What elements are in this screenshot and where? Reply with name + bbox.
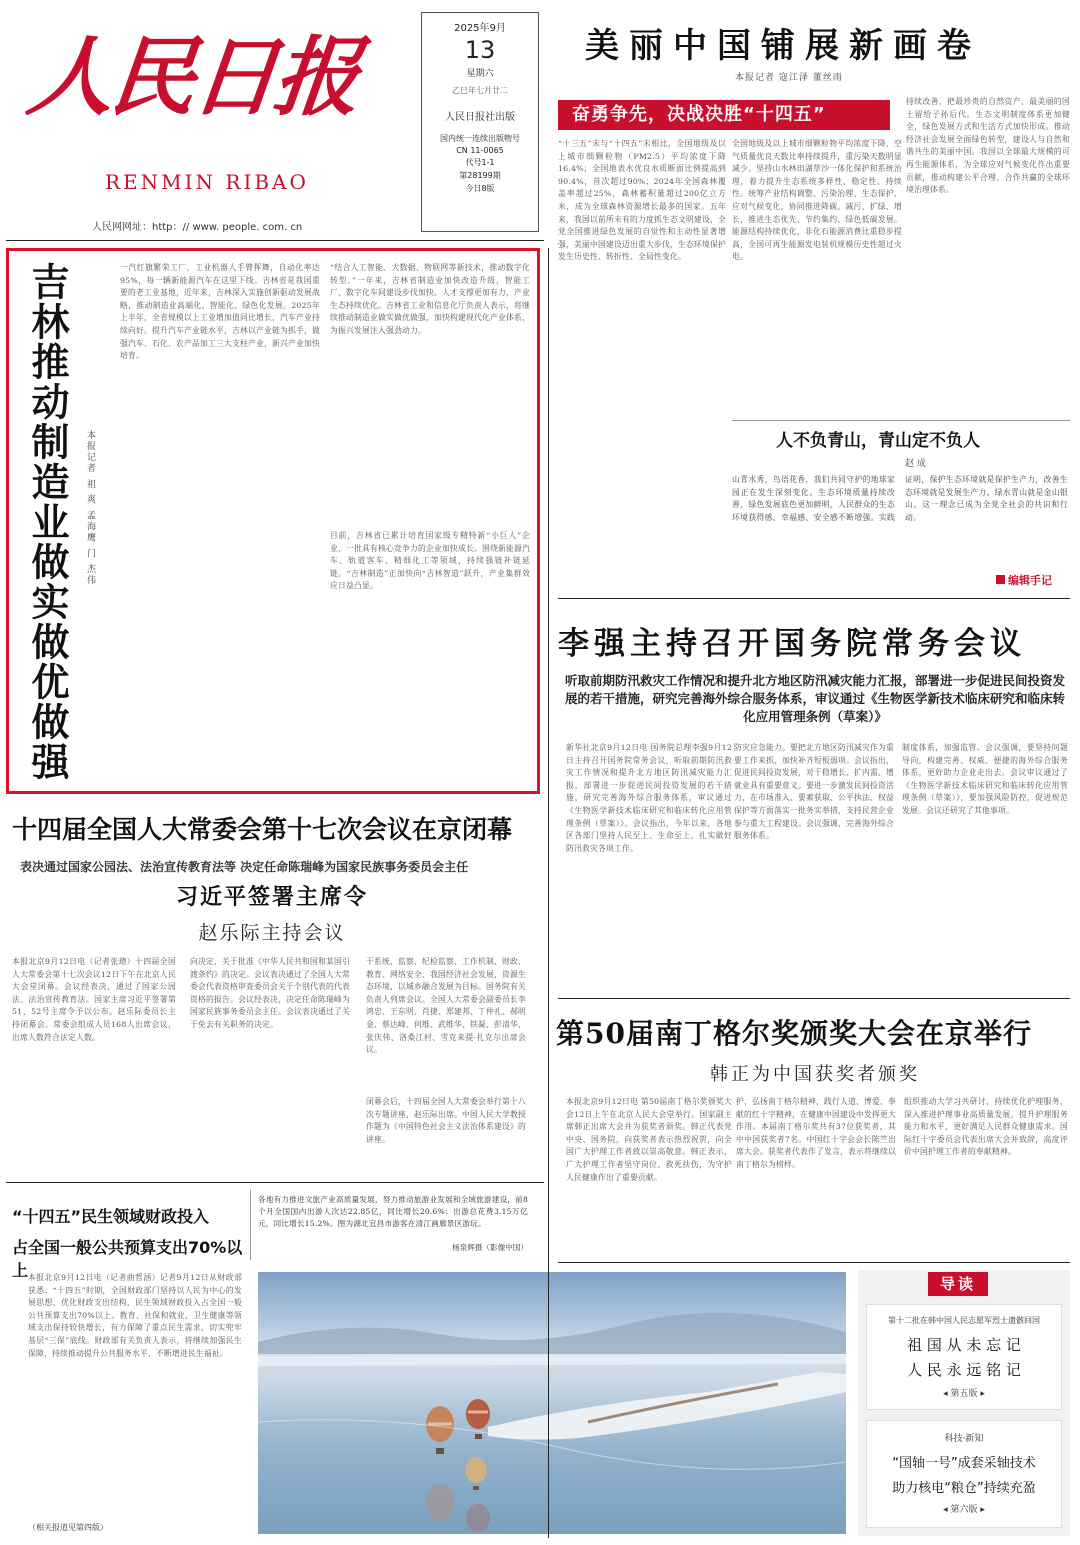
editorial-tag-icon xyxy=(996,575,1005,584)
npc-main-head: 习近平签署主席令 xyxy=(175,885,368,910)
guide-item-1[interactable] xyxy=(866,1304,1062,1410)
gordon-headline: 第50届南丁格尔奖颁奖大会在京举行 xyxy=(556,1017,1032,1050)
logo-text: 人民日报 xyxy=(22,27,362,128)
right-triangle-icon: ▸ xyxy=(980,1505,985,1515)
balloon-3 xyxy=(465,1457,487,1490)
npc-sub-head-2: 赵乐际主持会议 xyxy=(198,922,346,944)
gordon-col-2: 护，弘扬南丁格尔精神，践行人道、博爱、奉献的红十字精神，在健康中国建设中发挥更大作用。本届南丁格尔奖共有37位获奖者，其中中国获奖者7名。中国红十字会会长陈竺出席大会。获奖者代表作了发言，表示将继续以南丁格尔为榜样。 xyxy=(736,1097,896,1169)
council-col-3: 制度体系，加强监管。会议强调，要坚持问题导向，构建完善、权威、便捷的海外综合服务体系，更好助力企业走出去。会议审议通过了《生物医学新技术临床研究和临床转化应用管理条例（草案）》，要加强风险防控，促进规范发展。会议还研究了其他事项。 xyxy=(902,743,1068,815)
photo-caption-credit: 杨泉辉摄（影像中国） xyxy=(452,1243,528,1252)
masthead-website: 人民网网址：http：// www. people. com. cn xyxy=(92,222,303,233)
feature-headline: 美丽中国铺展新画卷 xyxy=(585,26,981,66)
masthead-logo xyxy=(22,8,403,168)
date-year-month: 2025年9月 xyxy=(454,23,506,34)
guide-item-1-kicker: 第十二批在韩中国人民志愿军烈士遗骸回国 xyxy=(888,1316,1040,1325)
jilin-byline: 本报记者 祖 爽 孟海鹰 门 杰伟 xyxy=(85,430,95,587)
guide-item-2-page-label: 第六版 xyxy=(950,1505,978,1515)
gordon-bottom-rule xyxy=(558,1262,1070,1263)
npc-col-1: 本报北京9月12日电（记者张璁）十四届全国人大常委会第十七次会议12日下午在北京人民大会堂闭幕。会议经表决，通过了国家公园法、法治宣传教育法。国家主席习近平签署第51、52号主席令予以公布。赵乐际委员长主持闭幕会。常委会组成人员168人出席会议，出席人数符合法定人数。 xyxy=(12,957,176,1042)
gordon-col-3: 组织推动大学习共研讨，持续优化护理服务，深入推进护理事业高质量发展，提升护理服务能力和水平，更好满足人民群众健康需求。国际红十字委员会代表出席大会并致辞，高度评价中国护理工作者的奉献精神。 xyxy=(904,1097,1068,1157)
feature-col-1: “十三五”末与“十四五”末相比，全国地级及以上城市细颗粒物（PM2.5）平均浓度下降16.4%；全国地表水优良水质断面比例提高到90.4%，首次超过90%；2024年全国森林覆盖率超过25%，森林蓄积量超过200亿立方米，成为全球森林资源增长最多的国家。五年来，我国以前所未有的力度抓生态文明建设，全党全国推进绿色发展的自觉性和主动性显著增强，美丽中国建设迈出重大步伐，生态环境保护发生历史性、转折性、全局性变化。 xyxy=(558,139,726,262)
left-column-divider xyxy=(548,248,549,1538)
council-col-2: 防灾应急能力。要把北方地区防汛减灾作为重要工作来抓，加快补齐短板弱项。会议指出，促进民间投资发展，对于稳增长、扩内需、增就业具有重要意义。要进一步激发民间投资活力，在市场准入、要素获取、公平执法、权益保护等方面落实一批务实举措，支持民营企业参与重大工程建设。会议强调，完善海外综合服务体系。 xyxy=(734,743,894,841)
editorial-author: 赵 成 xyxy=(905,459,926,469)
date-weekday: 星期六 xyxy=(466,69,494,79)
page-count: 今日8版 xyxy=(465,184,495,193)
guide-item-1-page-label: 第五版 xyxy=(950,1389,978,1399)
jilin-col-1: 一汽红旗繁荣工厂，工业机器人手臂挥舞，自动化率达95%，每一辆新能源汽车在这里下线。吉林省是我国重要的老工业基地，近年来，吉林深入实施创新驱动发展战略，推动制造业高端化、智能化、绿色化发展。2025年上半年，全省规模以上工业增加值同比增长，汽车产业持续向好。提升汽车产业链水平，吉林以产业链为抓手，做强汽车、石化、农产品加工三大支柱产业，新兴产业加快培育。 xyxy=(120,263,320,361)
jilin-headline-text: 吉林推动制造业做实做优做强 xyxy=(25,262,69,782)
guide-item-2-page xyxy=(867,1502,1061,1515)
feature-banner xyxy=(558,100,890,130)
npc-subhead: 表决通过国家公园法、法治宣传教育法等 决定任命陈瑞峰为国家民族事务委员会主任 xyxy=(20,860,469,874)
finance-footnote: （相关报道见第四版） xyxy=(28,1523,108,1532)
editorial-tag-label: 编辑手记 xyxy=(1008,574,1052,587)
council-headline: 李强主持召开国务院常务会议 xyxy=(558,626,1026,662)
date-lunar: 乙巳年七月廿二 xyxy=(452,86,508,95)
issn-label: 国内统一连续出版物号 xyxy=(440,134,520,143)
guide-item-1-line-2: 人 民 永 远 铭 记 xyxy=(907,1361,1021,1379)
guide-item-1-line-1: 祖 国 从 未 忘 记 xyxy=(907,1336,1021,1354)
photo-caption-text: 各地有力推进文旅产业高质量发展，努力推动旅游业发展和全域旅游建设，前8个月全国国内出游人次达22.85亿，同比增长20.6%；出游总花费3.15万亿元，同比增长15.2%。图为湖北宜昌市游客在清江画廊景区游玩。 xyxy=(258,1195,528,1228)
issue-number: 第28199期 xyxy=(459,171,501,180)
gordon-col-1: 本报北京9月12日电 第50届南丁格尔奖颁奖大会12日上午在北京人民大会堂举行。国家副主席韩正出席大会并为获奖者颁奖。韩正代表党中央、国务院，向获奖者表示热烈祝贺，向全国广大护理工作者致以崇高敬意。韩正表示，广大护理工作者坚守岗位、救死扶伤，为守护人民健康作出了重要贡献。 xyxy=(566,1097,732,1182)
guide-label-text: 导读 xyxy=(939,1275,976,1293)
finance-divider xyxy=(250,1190,251,1260)
editorial-tag xyxy=(996,572,1052,588)
right-triangle-icon: ▸ xyxy=(980,1389,985,1399)
left-triangle-icon: ◂ xyxy=(943,1389,948,1399)
finance-headline-line-1: “十四五”民生领域财政投入 xyxy=(12,1207,210,1226)
gordon-subhead: 韩正为中国获奖者颁奖 xyxy=(710,1064,920,1085)
npc-col-4: 闭幕会后，十四届全国人大常委会举行第十八次专题讲座，赵乐际出席。中国人民大学教授作题为《中国特色社会主义法治体系建设》的讲座。 xyxy=(366,1097,526,1144)
jilin-col-2: “结合人工智能、大数据、物联网等新技术，推动数字化转型。”一年来，吉林省制造业加快改造升级，智能工厂、数字化车间建设步伐加快。人才支撑更加有力，产业生态持续优化。吉林省工业和信息化厅负责人表示，将继续推动制造业做实做优做强，加快构建现代化产业体系，为振兴发展注入强劲动力。 xyxy=(330,263,530,335)
jilin-col-3: 目前，吉林省已累计培育国家级专精特新“小巨人”企业，一批具有核心竞争力的企业加快成长。围绕新能源汽车、轨道客车、精细化工等领域，持续强链补链延链。“吉林制造”正加快向“吉林智造”跃升，产业集群效应日益凸显。 xyxy=(330,531,530,591)
feature-banner-text: 奋勇争先，决战决胜“十四五” xyxy=(572,104,826,125)
npc-col-2: 向决定，关于批准《中华人民共和国和某国引渡条约》的决定。会议表决通过了全国人大常委会代表资格审查委员会关于个别代表的代表资格的报告。会议经表决，决定任命陈瑞峰为国家民族事务委员会主任。会议表决通过了关于免去有关职务的决定。 xyxy=(190,957,350,1029)
guide-item-2-line-2: 助力核电“粮仓”持续充盈 xyxy=(892,1481,1036,1496)
npc-col-3: 干系统、监察、纪检监察、工作机制、财政、教育、网络安全、我国经济社会发展，资源生态环境，以城乡融合发展为目标。国务院有关负责人列席会议。全国人大常委会副委员长李鸿忠、王东明、肖捷、郑建邦、丁仲礼、郝明金、蔡达峰、何维、武维华、铁凝、彭清华、张庆伟、洛桑江村、雪克来提·扎克尔出席会议。 xyxy=(366,957,526,1055)
guide-item-2[interactable] xyxy=(866,1420,1062,1528)
feature-col-3: 持续改善，把最珍贵的自然资产、最美丽的国土留给子孙后代。生态文明制度体系更加健全，绿色发展方式和生活方式加快形成。推动经济社会发展全面绿色转型，建设人与自然和谐共生的美丽中国。我国以全球最大规模的可再生能源体系，为全球应对气候变化作出重要贡献，推动构建公平合理、合作共赢的全球环境治理体系。 xyxy=(906,97,1070,195)
finance-body: 本报北京9月12日电（记者曲哲涵）记者9月12日从财政部获悉：“十四五”时期，全国财政部门坚持以人民为中心的发展思想，优化财政支出结构，民生领域财政投入占全国一般公共预算支出70%以上。教育、社保和就业、卫生健康等领域支出保持较快增长，有力保障了重点民生需求，切实兜牢基层“三保”底线。财政部有关负责人表示，将继续加强民生保障，持续推动提升公共服务水平，不断增进民生福祉。 xyxy=(28,1273,242,1358)
publisher: 人民日报社出版 xyxy=(445,112,515,123)
council-bottom-rule xyxy=(558,998,1070,999)
salt-lake-scene xyxy=(258,1272,846,1534)
jilin-headline xyxy=(24,262,72,782)
masthead-pinyin: RENMIN RIBAO xyxy=(105,170,309,194)
editorial-title: 人不负青山，青山定不负人 xyxy=(776,431,980,451)
npc-bottom-rule xyxy=(6,1182,544,1183)
guide-item-2-line-1: “国轴一号”成套采轴技术 xyxy=(892,1456,1036,1471)
photo-caption xyxy=(258,1194,528,1256)
feature-bylines: 本报记者 寇江泽 董丝雨 xyxy=(735,73,843,83)
finance-headline-line-2: 占全国一般公共预算支出70%以上 xyxy=(12,1238,243,1280)
finance-headline xyxy=(12,1204,244,1281)
npc-headline: 十四届全国人大常委会第十七次会议在京闭幕 xyxy=(12,815,513,844)
date-box xyxy=(421,12,539,232)
balloon-1 xyxy=(426,1406,454,1454)
guide-item-2-kicker: 科技·新知 xyxy=(944,1434,984,1444)
date-day: 13 xyxy=(464,36,496,64)
salt-lake-photo xyxy=(258,1272,846,1534)
editorial-rule xyxy=(732,420,1070,421)
editorial-body: 山青水秀，鸟语花香，我们共同守护的地球家园正在发生深刻变化。生态环境质量持续改善，绿色发展底色更加鲜明，人民群众的生态环境获得感、幸福感、安全感不断增强。实践证明，保护生态环境就是保护生产力，改善生态环境就是发展生产力。绿水青山就是金山银山，这一理念已成为全党全社会的共识和行动。 xyxy=(732,475,1068,522)
guide-item-1-page xyxy=(867,1386,1061,1399)
masthead-rule xyxy=(6,240,544,241)
guide-label xyxy=(928,1272,988,1296)
council-col-1: 新华社北京9月12日电 国务院总理李强9月12日主持召开国务院常务会议，听取前期防汛救灾工作情况和提升北方地区防汛减灾能力汇报，部署进一步促进民间投资发展的若干措施，研究完善海外综合服务体系，审议通过《生物医学新技术临床研究和临床转化应用管理条例（草案）》。会议指出，今年以来，各地区各部门坚持人民至上、生命至上，扎实做好防汛救灾各项工作。 xyxy=(566,743,732,853)
postal-code: 代号1-1 xyxy=(465,158,495,167)
feature-bottom-rule xyxy=(558,598,1070,599)
cn-number: CN 11-0065 xyxy=(456,146,504,155)
council-subhead: 听取前期防汛救灾工作情况和提升北方地区防汛减灾能力汇报，部署进一步促进民间投资发展的若干措施，研究完善海外综合服务体系，审议通过《生物医学新技术临床研究和临床转化应用管理条例（草案）》 xyxy=(564,673,1065,724)
feature-col-2: 全国地级及以上城市细颗粒物平均浓度下降，空气质量优良天数比率持续提升，重污染天数明显减少。坚持山水林田湖草沙一体化保护和系统治理，着力提升生态系统多样性、稳定性、持续性。统筹产业结构调整、污染治理、生态保护、应对气候变化，协同推进降碳、减污、扩绿、增长，推进生态优先、节约集约、绿色低碳发展。能源结构持续优化，非化石能源消费比重稳步提高，全国可再生能源发电装机规模历史性超过火电。 xyxy=(732,139,902,262)
left-triangle-icon: ◂ xyxy=(943,1505,948,1515)
